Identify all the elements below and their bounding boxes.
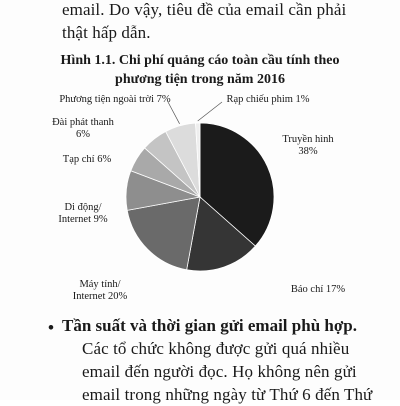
figure-title-line-1: Hình 1.1. Chi phí quảng cáo toàn cầu tính theo <box>60 53 340 68</box>
pie-label-3: Máy tính/ Internet 20% <box>72 279 128 302</box>
intro-line-2: thật hấp dẫn. <box>62 23 151 42</box>
pie-label-4: Di động/ Internet 9% <box>58 202 108 225</box>
intro-line-1: email. Do vậy, tiêu đề của email cần phải <box>62 0 347 19</box>
pie-leader-7 <box>168 102 180 124</box>
figure-title-line-2: phương tiện trong năm 2016 <box>115 72 285 87</box>
pie-label-6: Đài phát thanh 6% <box>52 117 114 140</box>
pie-label-2: Báo chí 17% <box>290 284 346 295</box>
pie-label-5: Tạp chí 6% <box>62 154 112 165</box>
body-line-1: Các tổ chức không được gửi quá nhiều <box>82 339 350 358</box>
bullet-dot: • <box>48 318 54 337</box>
pie-label-8: Rạp chiếu phim 1% <box>226 94 310 105</box>
bullet-heading: Tần suất và thời gian gửi email phù hợp. <box>62 316 357 335</box>
pie-chart <box>0 92 400 312</box>
pie-leader-8 <box>198 102 222 121</box>
body-line-3: email trong những ngày từ Thứ 6 đến Thứ <box>82 385 373 404</box>
body-line-2: email đến người đọc. Họ không nên gửi <box>82 362 357 381</box>
pie-label-1: Truyền hình 38% <box>282 134 334 157</box>
pie-label-7: Phương tiện ngoài trời 7% <box>59 94 171 105</box>
